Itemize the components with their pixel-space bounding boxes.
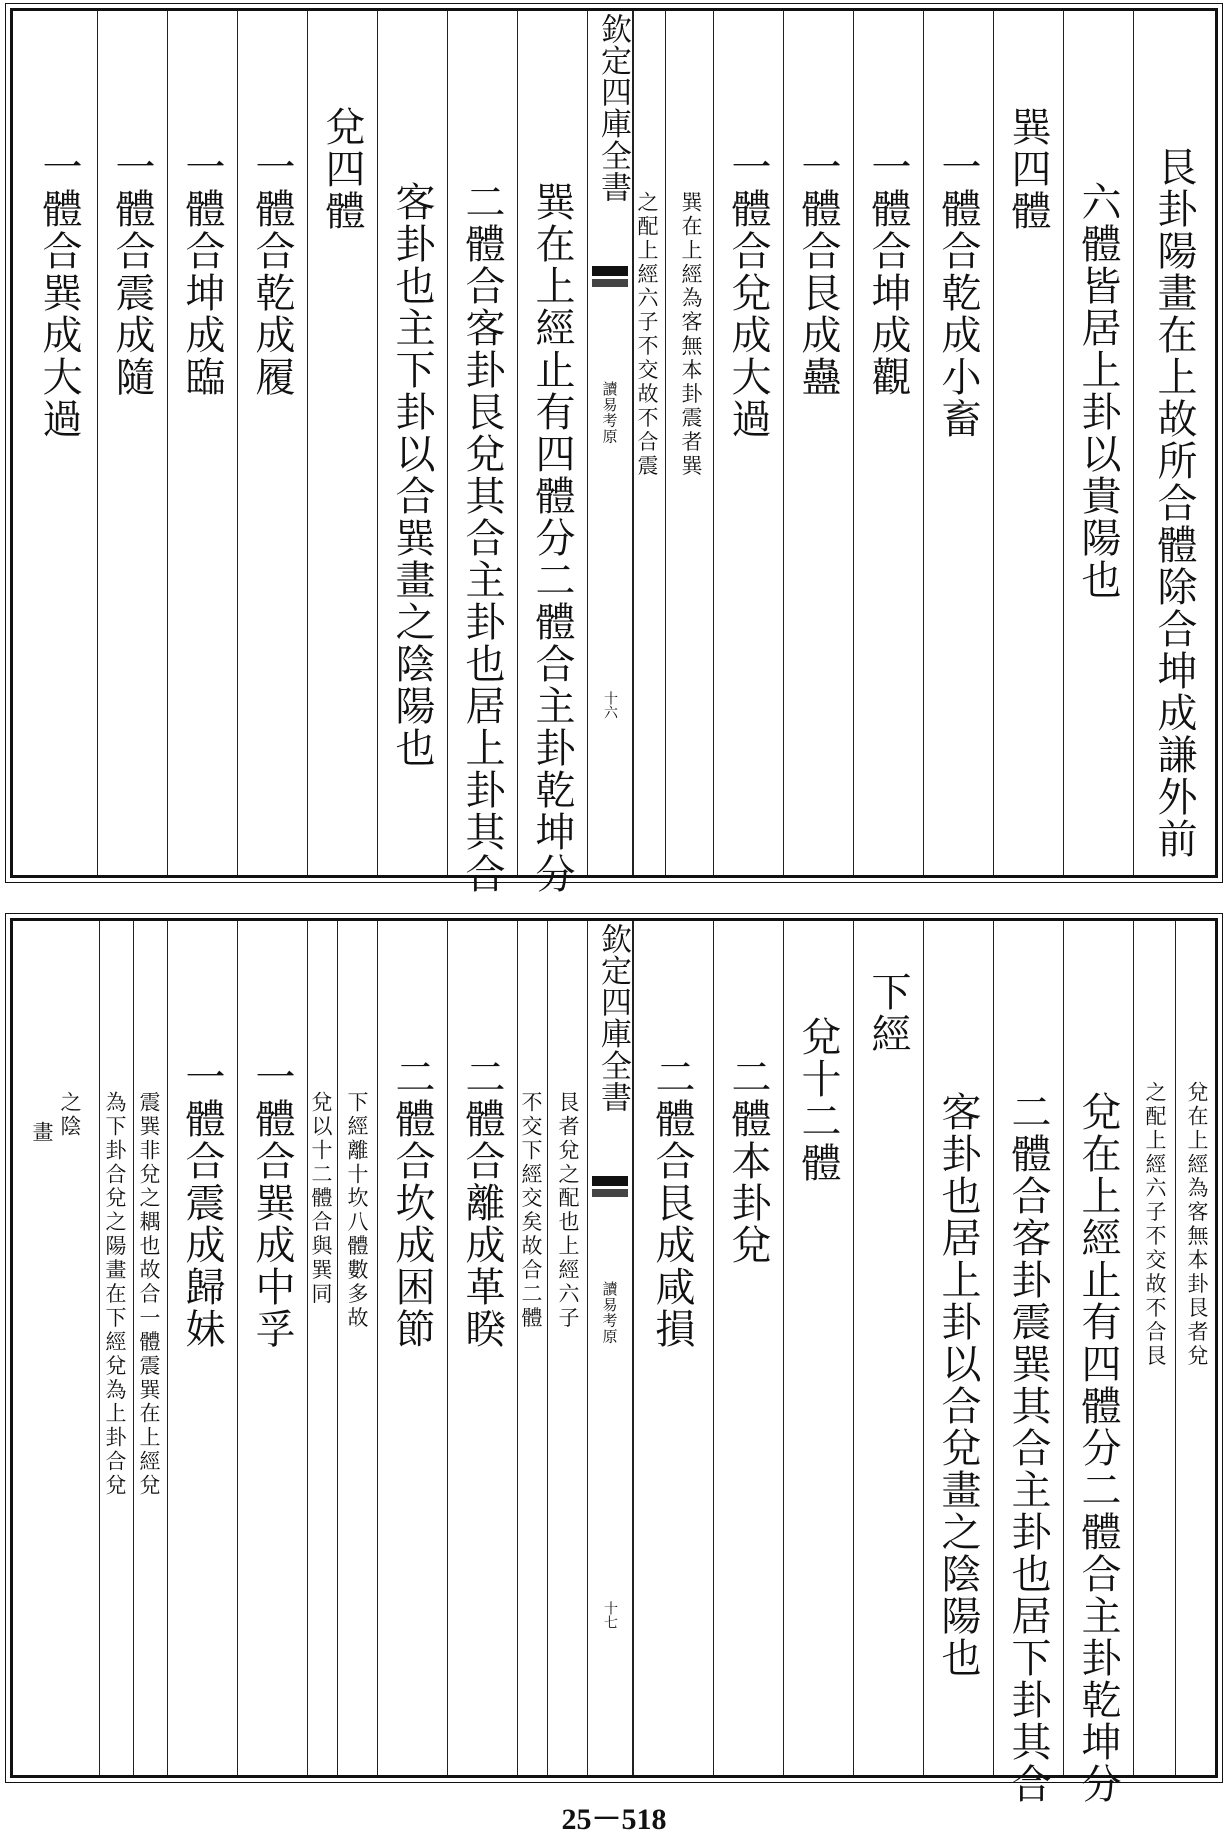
book-title: 讀易考原: [600, 381, 619, 444]
column: [167, 11, 237, 875]
column: [13, 11, 97, 875]
main-text-column: 二體合艮成咸損: [649, 1056, 695, 1350]
bottom-page-columns: [13, 921, 1215, 1805]
column: [99, 921, 133, 1775]
main-text-column: 二體合離成革睽: [459, 1056, 505, 1350]
main-text-column: 一體合艮成蠱: [795, 146, 841, 398]
column: [517, 921, 547, 1775]
commentary-column: 不交下經交矣故合二體: [519, 1091, 543, 1331]
main-text-column: 二體本卦兌: [725, 1056, 771, 1266]
main-text-column: 二體合客卦艮兌其合主卦也居上卦其合: [459, 181, 505, 895]
column: [633, 11, 665, 875]
column: [993, 11, 1063, 875]
column: [447, 921, 517, 1775]
section-heading: 下經: [865, 971, 911, 1055]
column: [665, 11, 713, 875]
column: [377, 921, 447, 1775]
column: [133, 921, 167, 1775]
column: [97, 11, 167, 875]
collection-title: 欽定四庫全書: [595, 923, 631, 1113]
bottom-page: [10, 918, 1218, 1805]
column: [853, 921, 923, 1775]
column: [1063, 921, 1133, 1805]
main-text-column: 一體合巽成中孚: [249, 1056, 295, 1350]
main-text-column: 一體合震成歸妹: [179, 1056, 225, 1350]
column: [237, 921, 307, 1775]
fish-tail-mark: [592, 1176, 628, 1186]
commentary-column: 為下卦合兌之陽畫在下經兌為上卦合兌: [103, 1091, 127, 1498]
column: [993, 921, 1063, 1805]
column: [783, 921, 853, 1775]
center-band: [587, 921, 633, 1775]
fish-tail-mark: [592, 266, 628, 276]
main-text-column: 一體合坤成臨: [179, 146, 225, 398]
main-text-column: 客卦也主下卦以合巽畫之陰陽也: [389, 181, 435, 769]
main-text-column: 一體合兌成大過: [725, 146, 771, 440]
commentary-column: 巽在上經為客無本卦震者巽: [679, 191, 703, 479]
column: [923, 11, 993, 875]
column: [377, 11, 447, 875]
commentary-column: 之陰: [58, 1091, 82, 1139]
column: [1133, 921, 1175, 1775]
column: [923, 921, 993, 1775]
main-text-column: 兌在上經止有四體分二體合主卦乾坤分: [1075, 1091, 1121, 1805]
section-heading: 巽四體: [1005, 106, 1051, 232]
folio-number: 十七: [602, 1601, 618, 1629]
column: [853, 11, 923, 875]
main-text-column: 巽在上經止有四體分二體合主卦乾坤分: [529, 181, 575, 895]
top-page-columns: [13, 11, 1215, 895]
commentary-column: 艮者兌之配也上經六子: [556, 1091, 580, 1331]
main-text-column: 一體合震成隨: [109, 146, 155, 398]
commentary-column: 之配上經六子不交故不合震: [635, 191, 659, 479]
fish-tail-mark: [592, 1189, 628, 1197]
fish-tail-mark: [592, 279, 628, 287]
collection-title: 欽定四庫全書: [595, 13, 631, 203]
column: [713, 921, 783, 1775]
column: [1133, 11, 1218, 875]
column: [13, 921, 99, 1775]
column: [783, 11, 853, 875]
main-text-column: 一體合乾成小畜: [935, 146, 981, 440]
commentary-column: 畫: [30, 1121, 54, 1145]
page-number: 25－518: [561, 1803, 667, 1836]
main-text-column: 客卦也居上卦以合兌畫之陰陽也: [935, 1091, 981, 1679]
section-heading: 兌四體: [319, 106, 365, 232]
main-text-column: 艮卦陽畫在上故所合體除合坤成謙外前: [1151, 146, 1197, 860]
column: [547, 921, 587, 1775]
commentary-column: 兌在上經為客無本卦艮者兌: [1185, 1081, 1209, 1369]
column: [337, 921, 377, 1775]
column: [307, 11, 377, 875]
commentary-column: 震巽非兌之耦也故合一體震巽在上經兌: [137, 1091, 161, 1498]
commentary-column: 兌以十二體合與巽同: [309, 1091, 333, 1307]
center-band: [587, 11, 633, 875]
column: [447, 11, 517, 895]
commentary-column: 下經離十坎八體數多故: [345, 1091, 369, 1331]
main-text-column: 一體合乾成履: [249, 146, 295, 398]
column: [1175, 921, 1218, 1775]
book-title: 讀易考原: [600, 1281, 619, 1344]
column: [167, 921, 237, 1775]
main-text-column: 二體合客卦震巽其合主卦也居下卦其合: [1005, 1091, 1051, 1805]
main-text-column: 一體合巽成大過: [36, 146, 82, 440]
column: [713, 11, 783, 875]
main-text-column: 一體合坤成觀: [865, 146, 911, 398]
column: [517, 11, 587, 895]
commentary-column: 之配上經六子不交故不合艮: [1143, 1081, 1167, 1369]
folio-number: 十六: [602, 691, 618, 719]
top-page: [10, 8, 1218, 895]
column: [633, 921, 713, 1775]
column: [1063, 11, 1133, 875]
main-text-column: 六體皆居上卦以貴陽也: [1075, 181, 1121, 601]
section-heading: 兌十二體: [795, 1016, 841, 1184]
column: [237, 11, 307, 875]
main-text-column: 二體合坎成困節: [389, 1056, 435, 1350]
column: [307, 921, 337, 1775]
